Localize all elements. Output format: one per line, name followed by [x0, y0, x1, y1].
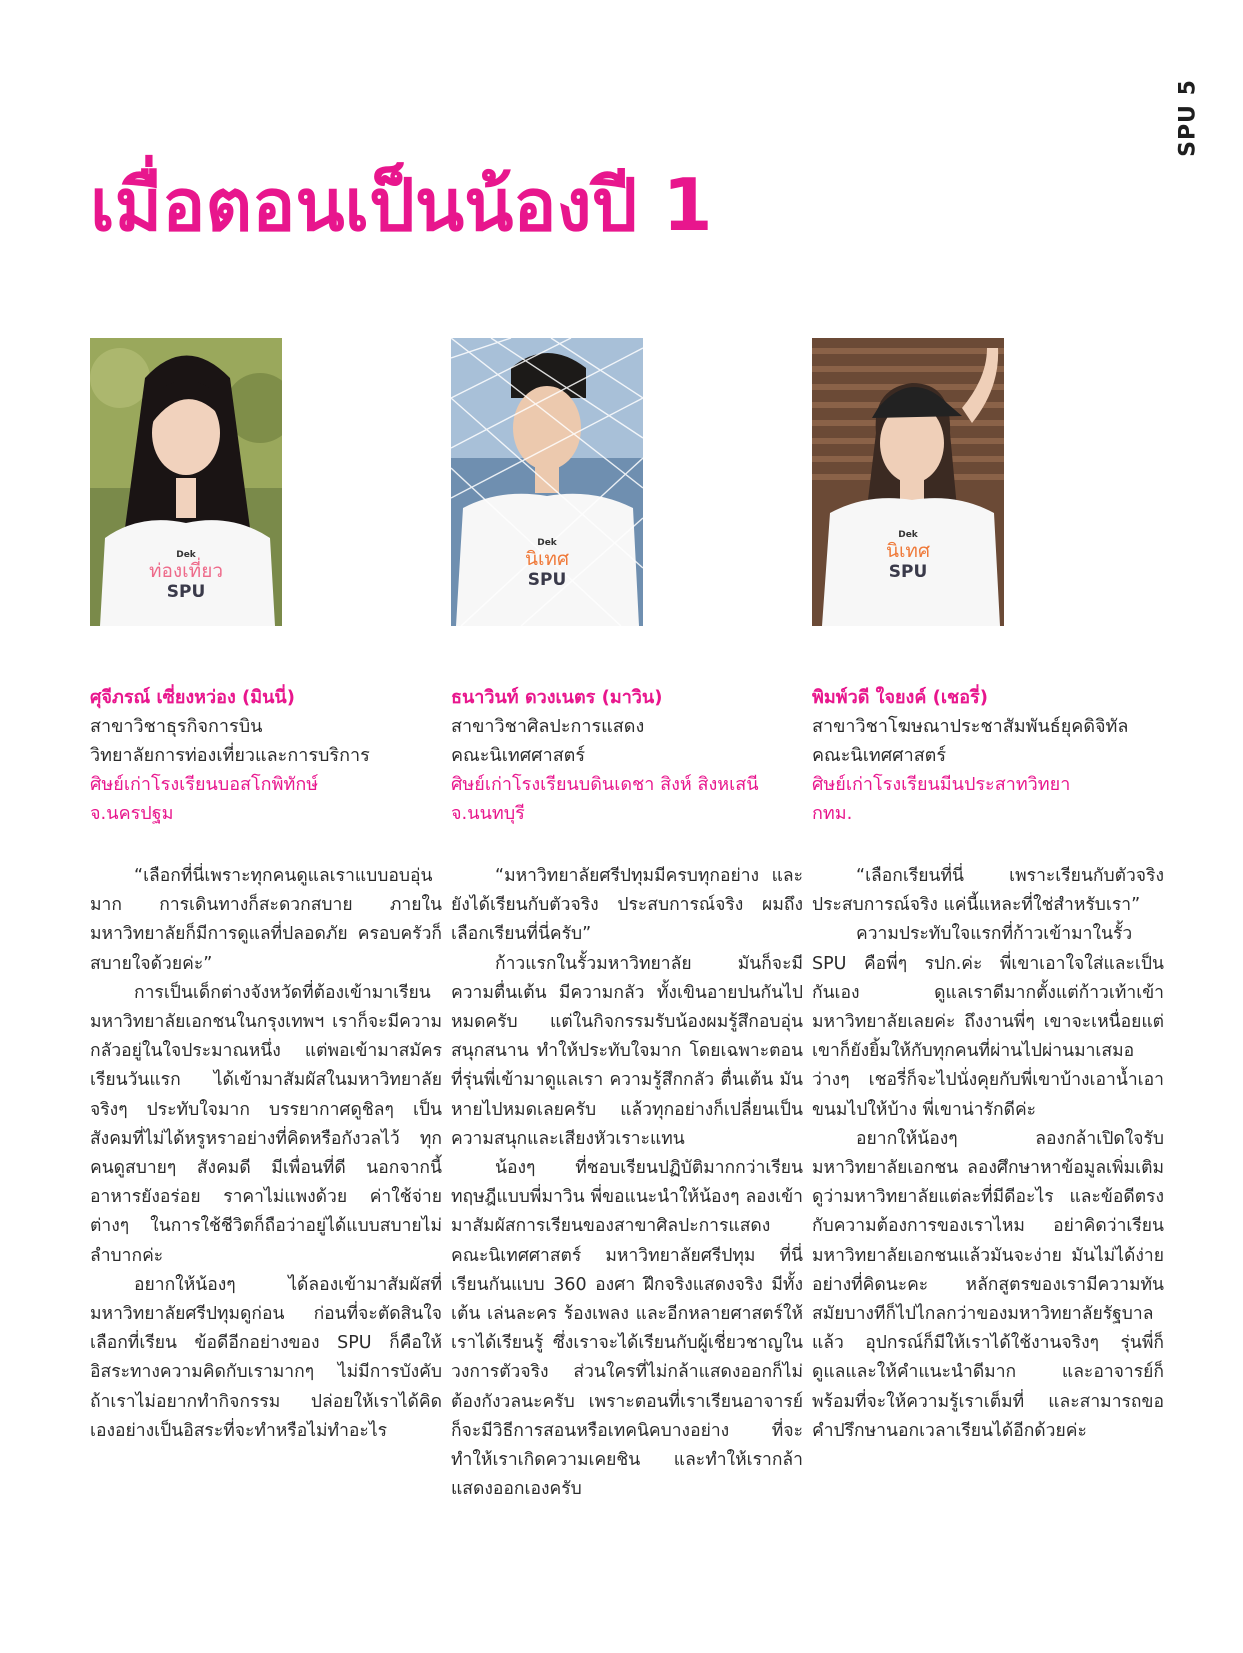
shirt-line-bottom: SPU [527, 570, 567, 590]
person-name: พิมพ์วดี ใจยงค์ (เชอรี่) [812, 687, 988, 708]
testimonial-text [90, 862, 442, 1446]
person-province: จ.นครปฐม [90, 803, 174, 824]
paragraph: อยากให้น้องๆ ได้ลองเข้ามาสัมผัสที่มหาวิทยาลัยศรีปทุมดูก่อน ก่อนที่จะตัดสินใจเลือกที่เรียน ข้อดีอีกอย่างของ SPU ก็คือให้อิสระทางความคิดกับเรามากๆ ไม่มีการบังคับถ้าเราไม่อยากทำกิจกรรม ปล่อยให้เราได้คิดเองอย่างเป็นอิสระที่จะทำหรือไม่ทำอะไร [90, 1274, 442, 1441]
person-school: ศิษย์เก่าโรงเรียนบอสโกพิทักษ์ [90, 774, 319, 795]
shirt-line-mid: ท่องเที่ยว [148, 560, 224, 582]
portrait-photo [451, 338, 643, 626]
paragraph: ความประทับใจแรกที่ก้าวเข้ามาในรั้ว SPU คือพี่ๆ รปก.ค่ะ พี่เขาเอาใจใส่และเป็นกันเอง ดูแลเราดีมากตั้งแต่ก้าวเท้าเข้ามหาวิทยาลัยเลยค่ะ ถึงงานพี่ๆ เขาจะเหนื่อยแต่เขาก็ยังยิ้มให้กับทุกคนที่ผ่านไปผ่านมาเสมอ ว่างๆ เชอรี่ก็จะไปนั่งคุยกับพี่เขาบ้างเอาน้ำเอาขนมไปให้บ้าง พี่เขาน่ารักดีค่ะ [812, 924, 1164, 1120]
person-school: ศิษย์เก่าโรงเรียนบดินเดชา สิงห์ สิงหเสนี [451, 774, 759, 795]
portrait-photo [90, 338, 282, 626]
person-major: สาขาวิชาศิลปะการแสดง [451, 716, 645, 737]
shirt-line-top: Dek [898, 530, 918, 540]
paragraph: ก้าวแรกในรั้วมหาวิทยาลัย มันก็จะมีความตื่นเต้น มีความกลัว ทั้งเขินอายปนกันไปหมดครับ แต่ในกิจกรรมรับน้องผมรู้สึกอบอุ่น สนุกสนาน ทำให้ประทับใจมาก โดยเฉพาะตอนที่รุ่นพี่เข้ามาดูแลเรา ความรู้สึกกลัว ตื่นเต้น มันหายไปหมดเลยครับ แล้วทุกอย่างก็เปลี่ยนเป็นความสนุกและเสียงหัวเราะแทน [451, 953, 803, 1149]
shirt-line-top: Dek [176, 550, 196, 560]
testimonial-text [812, 862, 1164, 1446]
person-major: สาขาวิชาธุรกิจการบิน [90, 716, 263, 737]
shirt-line-mid: นิเทศ [524, 548, 570, 570]
shirt-line-bottom: SPU [888, 562, 928, 582]
profile-column-3 [812, 338, 1164, 1446]
testimonial-text [451, 862, 803, 1504]
person-school: ศิษย์เก่าโรงเรียนมีนประสาทวิทยา [812, 774, 1071, 795]
person-province: จ.นนทบุรี [451, 803, 525, 824]
person-faculty: คณะนิเทศศาสตร์ [812, 745, 947, 766]
spu-5-logo [1168, 78, 1208, 158]
paragraph: น้องๆ ที่ชอบเรียนปฏิบัติมากกว่าเรียนทฤษฎีแบบพี่มาวิน พี่ขอแนะนำให้น้องๆ ลองเข้ามาสัมผัสการเรียนของสาขาศิลปะการแสดง คณะนิเทศศาสตร์ มหาวิทยาลัยศรีปทุม ที่นี่เรียนกันแบบ 360 องศา ฝึกจริงแสดงจริง มีทั้งเต้น เล่นละคร ร้องเพลง และอีกหลายศาสตร์ให้เราได้เรียนรู้ ซึ่งเราจะได้เรียนกับผู้เชี่ยวชาญในวงการตัวจริง ส่วนใครที่ไม่กล้าแสดงออกก็ไม่ต้องกังวลนะครับ เพราะตอนที่เราเรียนอาจารย์ก็จะมีวิธีการสอนหรือเทคนิคบางอย่าง ที่จะทำให้เราเกิดความเคยชิน และทำให้เรากล้าแสดงออกเองครับ [451, 1158, 803, 1500]
paragraph: “เลือกที่นี่เพราะทุกคนดูแลเราแบบอบอุ่นมาก การเดินทางก็สะดวกสบาย ภายในมหาวิทยาลัยก็มีการดูแลที่ปลอดภัย ครอบครัวก็สบายใจด้วยค่ะ” [90, 866, 442, 974]
shirt-line-bottom: SPU [166, 582, 206, 602]
person-faculty: วิทยาลัยการท่องเที่ยวและการบริการ [90, 745, 370, 766]
logo-text: SPU 5 [1175, 79, 1201, 157]
paragraph: “เลือกเรียนที่นี่ เพราะเรียนกับตัวจริง ประสบการณ์จริง แค่นี้แหละที่ใช่สำหรับเรา” [812, 866, 1164, 916]
person-name: ศุจีภรณ์ เซี่ยงหว่อง (มินนี่) [90, 687, 295, 708]
person-faculty: คณะนิเทศศาสตร์ [451, 745, 586, 766]
paragraph: การเป็นเด็กต่างจังหวัดที่ต้องเข้ามาเรียนมหาวิทยาลัยเอกชนในกรุงเทพฯ เราก็จะมีความกลัวอยู่ในใจประมาณหนึ่ง แต่พอเข้ามาสมัครเรียนวันแรก ได้เข้ามาสัมผัสในมหาวิทยาลัยจริงๆ ประทับใจมาก บรรยากาศดูชิลๆ เป็นสังคมที่ไม่ได้หรูหราอย่างที่คิดหรือกังวลไว้ ทุกคนดูสบายๆ สังคมดี มีเพื่อนที่ดี นอกจากนี้อาหารยังอร่อย ราคาไม่แพงด้วย ค่าใช้จ่ายต่างๆ ในการใช้ชีวิตก็ถือว่าอยู่ได้แบบสบายไม่ลำบากค่ะ [90, 982, 442, 1266]
portrait-photo [812, 338, 1004, 626]
person-province: กทม. [812, 803, 853, 824]
profile-column-1 [90, 338, 442, 1446]
shirt-line-top: Dek [537, 538, 557, 548]
paragraph: อยากให้น้องๆ ลองกล้าเปิดใจรับมหาวิทยาลัยเอกชน ลองศึกษาหาข้อมูลเพิ่มเติมดูว่ามหาวิทยาลัยแต่ละที่มีดีอะไร และข้อดีตรงกับความต้องการของเราไหม อย่าคิดว่าเรียนมหาวิทยาลัยเอกชนแล้วมันจะง่าย มันไม่ได้ง่ายอย่างที่คิดนะคะ หลักสูตรของเรามีความทันสมัยบางทีก็ไปไกลกว่าของมหาวิทยาลัยรัฐบาลแล้ว อุปกรณ์ก็มีให้เราได้ใช้งานจริงๆ รุ่นพี่ก็ดูแลและให้คำแนะนำดีมาก และอาจารย์ก็พร้อมที่จะให้ความรู้เราเต็มที่ และสามารถขอคำปรึกษานอกเวลาเรียนได้อีกด้วยค่ะ [812, 1128, 1164, 1441]
profile-column-2 [451, 338, 803, 1504]
page-title: เมื่อตอนเป็นน้องปี 1 [90, 163, 713, 247]
person-name: ธนาวินท์ ดวงเนตร (มาวิน) [451, 687, 663, 708]
paragraph: “มหาวิทยาลัยศรีปทุมมีครบทุกอย่าง และยังได้เรียนกับตัวจริง ประสบการณ์จริง ผมถึงเลือกเรียนที่นี่ครับ” [451, 866, 803, 945]
person-major: สาขาวิชาโฆษณาประชาสัมพันธ์ยุคดิจิทัล [812, 716, 1129, 737]
shirt-line-mid: นิเทศ [885, 540, 931, 562]
